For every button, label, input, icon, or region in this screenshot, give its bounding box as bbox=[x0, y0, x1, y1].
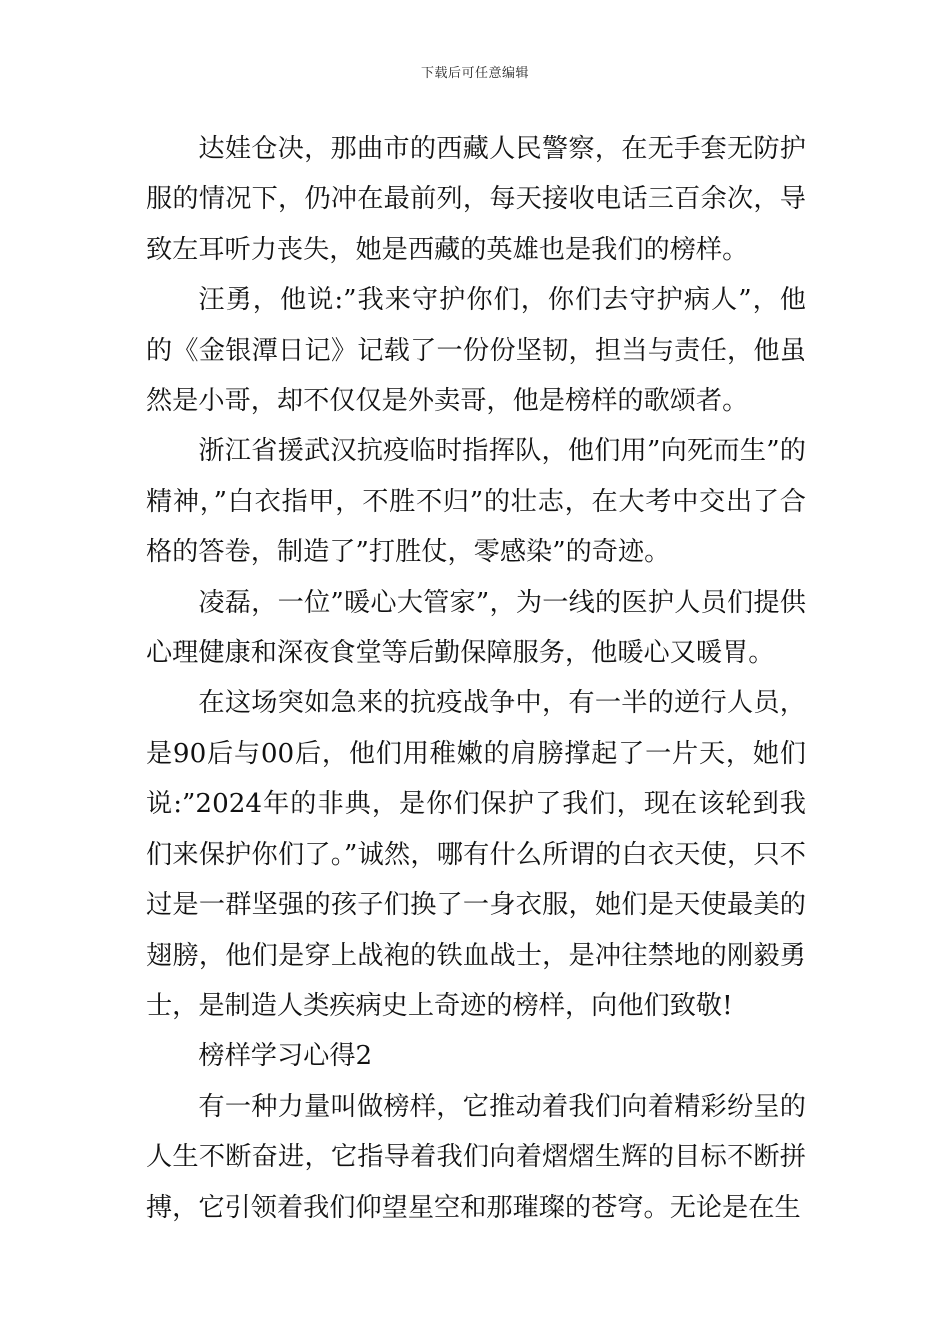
paragraph-young-medics: 在这场突如急来的抗疫战争中，有一半的逆行人员，是90后与00后，他们用稚嫩的肩膀撑起了一片天，她们说:”2024年的非典，是你们保护了我们，现在该轮到我们来保护你们了。”诚然，哪有什么所谓的白衣天使，只不过是一群坚强的孩子们换了一身衣服，她们是天使最美的翅膀，他们是穿上战袍的铁血战士，是冲往禁地的刚毅勇士，是制造人类疾病史上奇迹的榜样，向他们致敬! bbox=[146, 688, 806, 1021]
document-body bbox=[146, 124, 806, 1233]
paragraph-wangyong: 汪勇，他说:”我来守护你们，你们去守护病人”，他的《金银潭日记》记载了一份份坚韧，担当与责任，他虽然是小哥，却不仅仅是外卖哥，他是榜样的歌颂者。 bbox=[146, 285, 806, 417]
page-header: 下载后可任意编辑 bbox=[420, 66, 529, 81]
paragraph-linglei: 凌磊，一位”暖心大管家”，为一线的医护人员们提供心理健康和深夜食堂等后勤保障服务，他暖心又暖胃。 bbox=[146, 587, 806, 669]
paragraph-zhejiang-team: 浙江省援武汉抗疫临时指挥队，他们用”向死而生”的精神，”白衣指甲，不胜不归”的壮志，在大考中交出了合格的答卷，制造了”打胜仗，零感染”的奇迹。 bbox=[146, 436, 806, 568]
paragraph-dawa: 达娃仓决，那曲市的西藏人民警察，在无手套无防护服的情况下，仍冲在最前列，每天接收电话三百余次，导致左耳听力丧失，她是西藏的英雄也是我们的榜样。 bbox=[146, 134, 806, 265]
section-heading: 榜样学习心得2 bbox=[198, 1041, 373, 1072]
paragraph-role-model-force: 有一种力量叫做榜样，它推动着我们向着精彩纷呈的人生不断奋进，它指导着我们向着熠熠生辉的目标不断拼搏，它引领着我们仰望星空和那璀璨的苍穹。无论是在生 bbox=[146, 1091, 806, 1223]
